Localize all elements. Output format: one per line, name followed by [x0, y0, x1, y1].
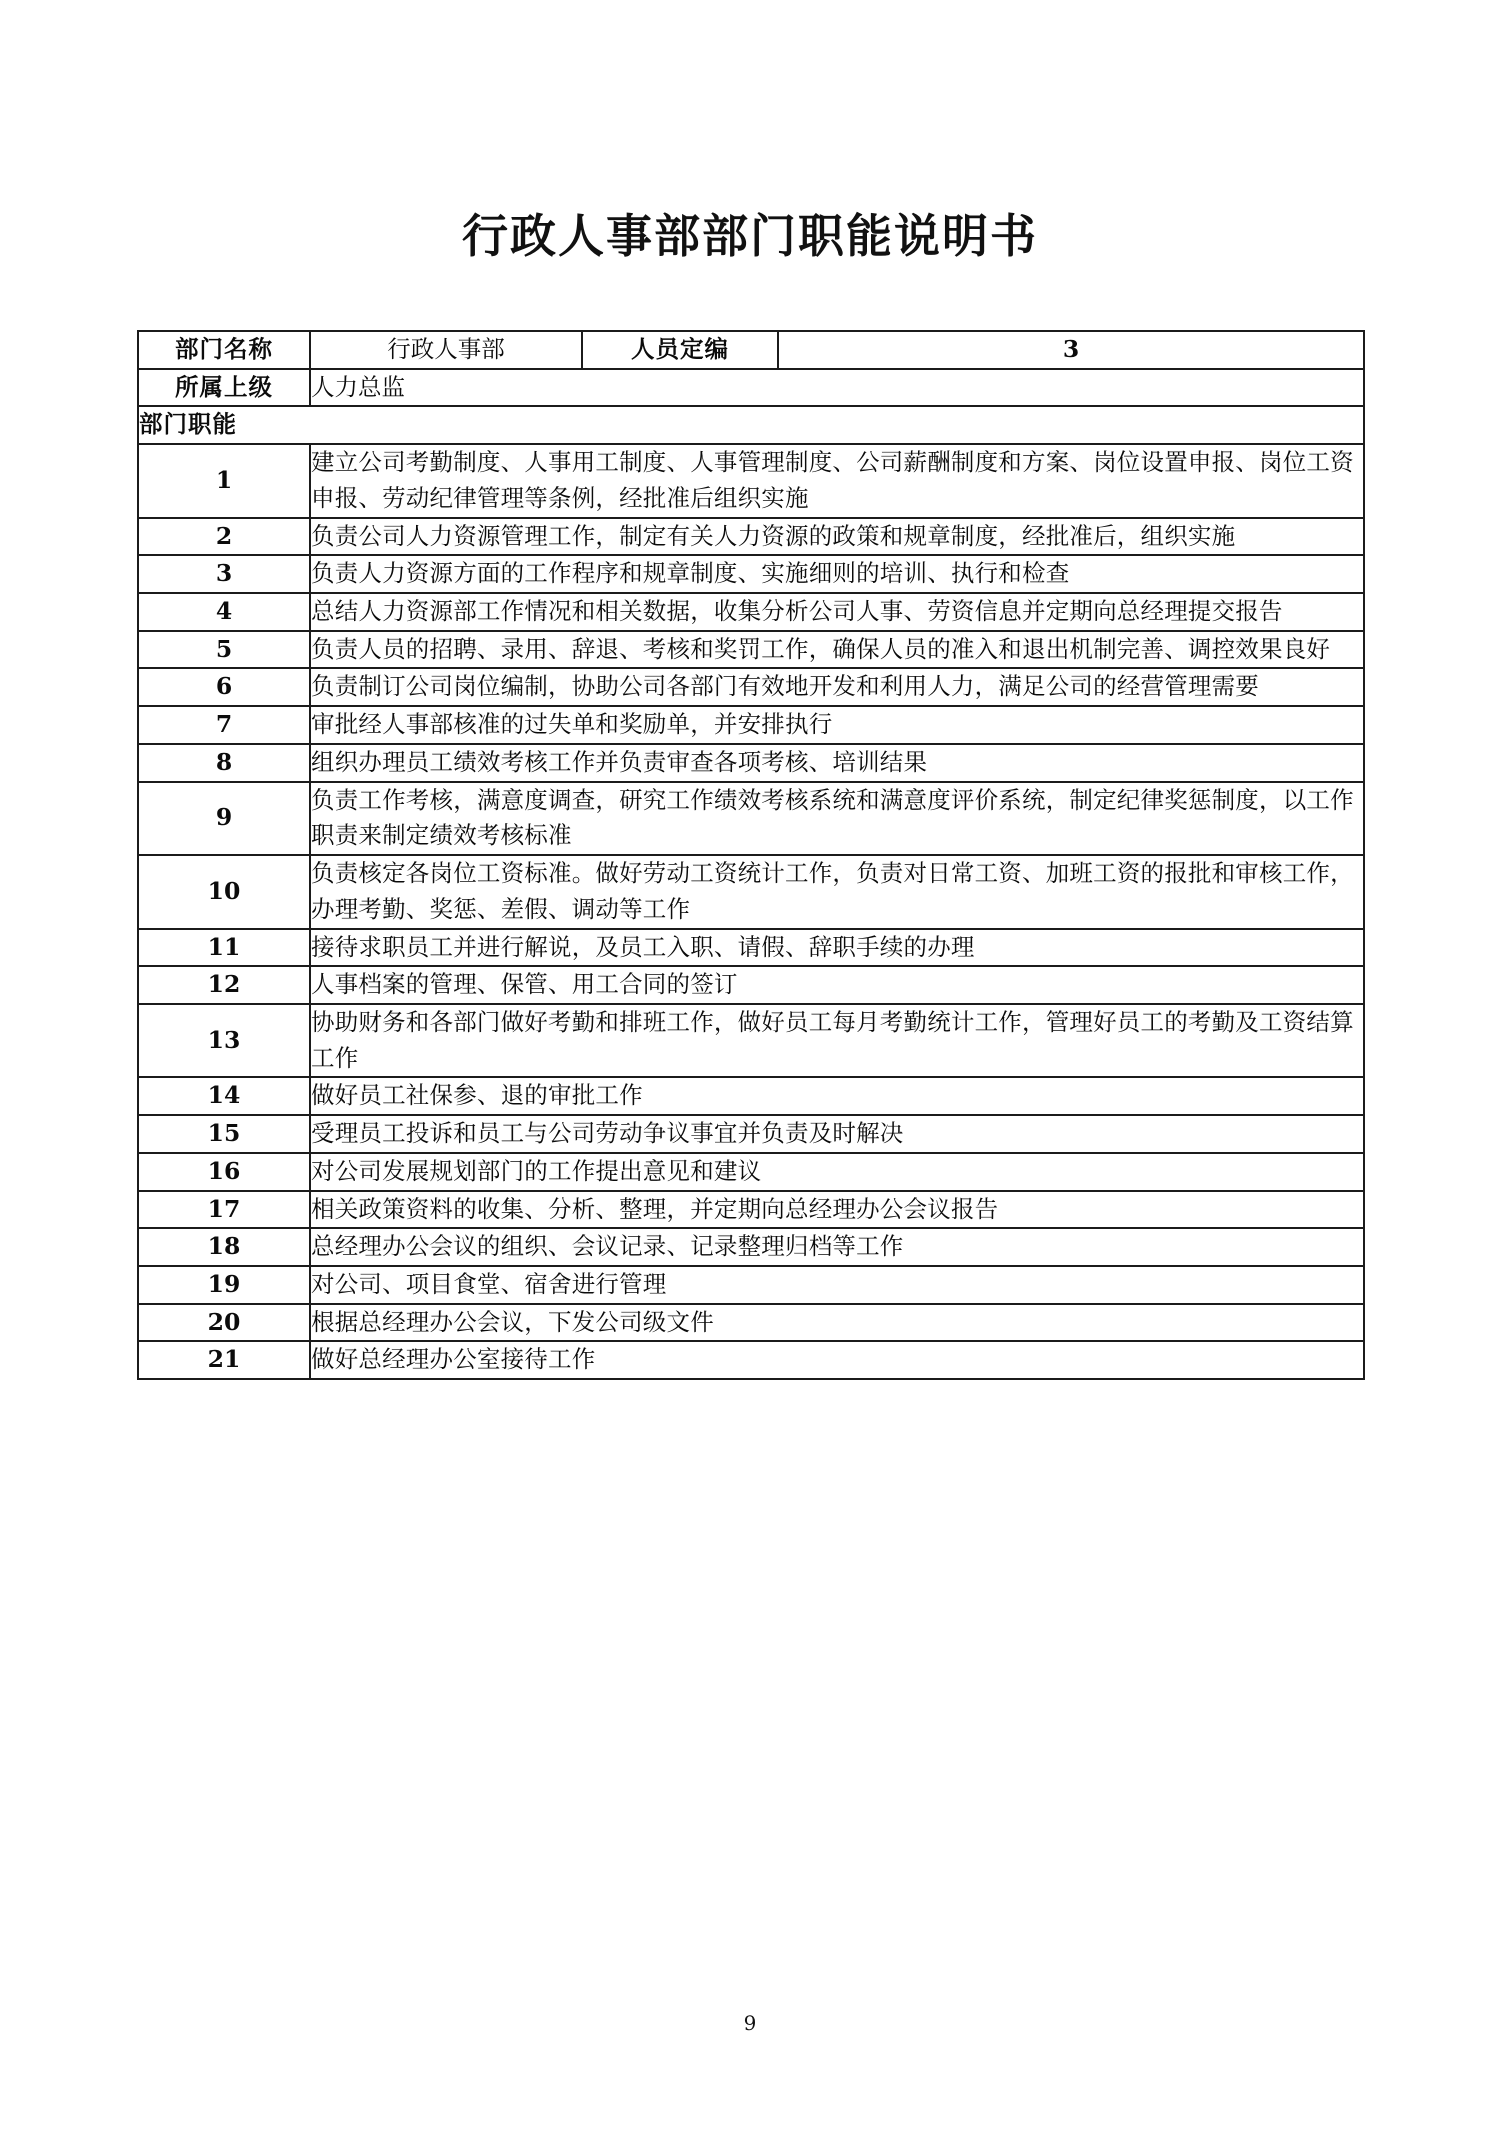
- table-row-superior: [138, 369, 1364, 407]
- duty-text: 做好总经理办公室接待工作: [310, 1341, 1364, 1379]
- duty-text: 协助财务和各部门做好考勤和排班工作，做好员工每月考勤统计工作，管理好员工的考勤及工资结算工作: [310, 1004, 1364, 1077]
- duty-text: 对公司发展规划部门的工作提出意见和建议: [310, 1153, 1364, 1191]
- duty-number: 5: [138, 631, 310, 669]
- table-row: [138, 1004, 1364, 1077]
- table-row: [138, 555, 1364, 593]
- department-name-value: 行政人事部: [310, 331, 582, 369]
- duty-text: 接待求职员工并进行解说，及员工入职、请假、辞职手续的办理: [310, 929, 1364, 967]
- page-title: 行政人事部部门职能说明书: [462, 208, 1038, 263]
- table-row: [138, 593, 1364, 631]
- duty-text: 负责人员的招聘、录用、辞退、考核和奖罚工作，确保人员的准入和退出机制完善、调控效果良好: [310, 631, 1364, 669]
- duty-text: 人事档案的管理、保管、用工合同的签订: [310, 966, 1364, 1004]
- duty-number: 1: [138, 444, 310, 517]
- duty-text: 组织办理员工绩效考核工作并负责审查各项考核、培训结果: [310, 744, 1364, 782]
- duty-text: 负责核定各岗位工资标准。做好劳动工资统计工作，负责对日常工资、加班工资的报批和审核工作，办理考勤、奖惩、差假、调动等工作: [310, 855, 1364, 928]
- duty-number: 17: [138, 1191, 310, 1229]
- table-row: [138, 782, 1364, 855]
- duty-text: 负责工作考核，满意度调查，研究工作绩效考核系统和满意度评价系统，制定纪律奖惩制度，以工作职责来制定绩效考核标准: [310, 782, 1364, 855]
- duty-number: 11: [138, 929, 310, 967]
- table-row: [138, 1266, 1364, 1304]
- duty-number: 10: [138, 855, 310, 928]
- table-row-department-info: [138, 331, 1364, 369]
- duty-number: 4: [138, 593, 310, 631]
- department-functions-section-title: 部门职能: [138, 406, 1364, 444]
- table-row: [138, 631, 1364, 669]
- table-row: [138, 1191, 1364, 1229]
- department-name-label: 部门名称: [138, 331, 310, 369]
- duty-number: 21: [138, 1341, 310, 1379]
- document-page: [0, 31, 1500, 2152]
- duty-number: 20: [138, 1304, 310, 1342]
- duty-number: 7: [138, 706, 310, 744]
- duty-number: 2: [138, 518, 310, 556]
- duty-text: 相关政策资料的收集、分析、整理，并定期向总经理办公会议报告: [310, 1191, 1364, 1229]
- table-row: [138, 855, 1364, 928]
- duty-text: 受理员工投诉和员工与公司劳动争议事宜并负责及时解决: [310, 1115, 1364, 1153]
- duty-number: 12: [138, 966, 310, 1004]
- duty-number: 13: [138, 1004, 310, 1077]
- table-row: [138, 706, 1364, 744]
- table-body: [138, 331, 1364, 444]
- page-number: 9: [743, 2010, 757, 2035]
- superior-value: 人力总监: [310, 369, 1364, 407]
- department-function-table: [137, 330, 1365, 1380]
- table-row: [138, 929, 1364, 967]
- table-row: [138, 1228, 1364, 1266]
- table-row: [138, 1115, 1364, 1153]
- duty-text: 总经理办公会议的组织、会议记录、记录整理归档等工作: [310, 1228, 1364, 1266]
- table-row: [138, 518, 1364, 556]
- duty-text: 对公司、项目食堂、宿舍进行管理: [310, 1266, 1364, 1304]
- duty-number: 3: [138, 555, 310, 593]
- duty-number: 16: [138, 1153, 310, 1191]
- table-row: [138, 1341, 1364, 1379]
- duty-text: 负责制订公司岗位编制，协助公司各部门有效地开发和利用人力，满足公司的经营管理需要: [310, 668, 1364, 706]
- duty-text: 建立公司考勤制度、人事用工制度、人事管理制度、公司薪酬制度和方案、岗位设置申报、岗位工资申报、劳动纪律管理等条例，经批准后组织实施: [310, 444, 1364, 517]
- headcount-value: 3: [778, 331, 1364, 369]
- table-row: [138, 1153, 1364, 1191]
- superior-label: 所属上级: [138, 369, 310, 407]
- duty-number: 19: [138, 1266, 310, 1304]
- table-row: [138, 744, 1364, 782]
- duty-text: 负责公司人力资源管理工作，制定有关人力资源的政策和规章制度，经批准后，组织实施: [310, 518, 1364, 556]
- duty-number: 9: [138, 782, 310, 855]
- duty-number: 14: [138, 1077, 310, 1115]
- duties-table-body: [138, 444, 1364, 1379]
- duty-number: 15: [138, 1115, 310, 1153]
- duty-text: 总结人力资源部工作情况和相关数据，收集分析公司人事、劳资信息并定期向总经理提交报告: [310, 593, 1364, 631]
- duty-number: 8: [138, 744, 310, 782]
- department-function-table-wrapper: [137, 330, 1363, 1380]
- table-row: [138, 668, 1364, 706]
- headcount-label: 人员定编: [582, 331, 778, 369]
- duty-text: 做好员工社保参、退的审批工作: [310, 1077, 1364, 1115]
- duty-text: 审批经人事部核准的过失单和奖励单，并安排执行: [310, 706, 1364, 744]
- table-row: [138, 1077, 1364, 1115]
- table-row-section-header: [138, 406, 1364, 444]
- duty-number: 6: [138, 668, 310, 706]
- table-row: [138, 966, 1364, 1004]
- duty-text: 负责人力资源方面的工作程序和规章制度、实施细则的培训、执行和检查: [310, 555, 1364, 593]
- duty-number: 18: [138, 1228, 310, 1266]
- table-row: [138, 1304, 1364, 1342]
- table-row: [138, 444, 1364, 517]
- duty-text: 根据总经理办公会议，下发公司级文件: [310, 1304, 1364, 1342]
